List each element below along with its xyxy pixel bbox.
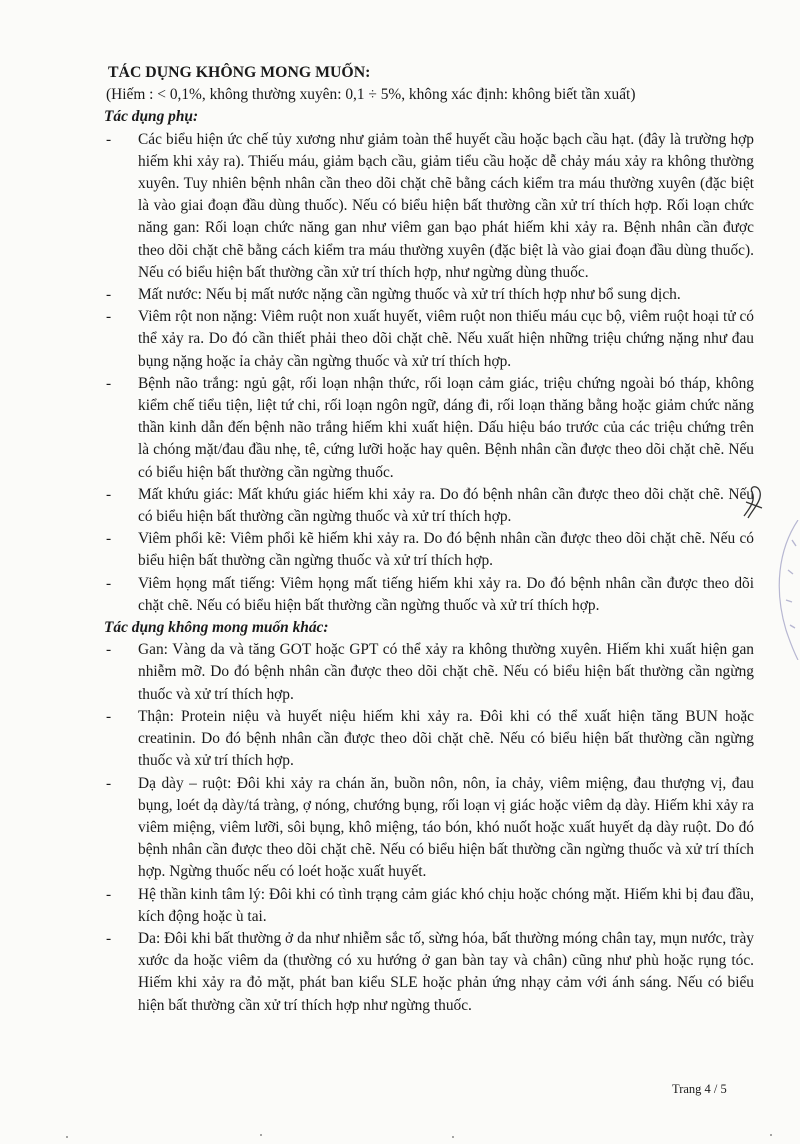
section-title: TÁC DỤNG KHÔNG MONG MUỐN: (108, 64, 371, 81)
list-item: - Viêm họng mất tiếng: Viêm họng mất tiếng hiếm khi xảy ra. Do đó bệnh nhân cần được theo dõi chặt chẽ. Nếu có biểu hiện bất thường cần ngừng thuốc và xử trí thích hợp. (106, 574, 754, 614)
page-number: Trang 4 / 5 (672, 1082, 727, 1096)
list-item: - Viêm phổi kẽ: Viêm phổi kẽ hiếm khi xảy ra. Do đó bệnh nhân cần được theo dõi chặt chẽ. Nếu có biểu hiện bất thường cần ngừng thuốc và xử trí thích hợp. (106, 530, 754, 570)
list-item: - Dạ dày – ruột: Đôi khi xảy ra chán ăn, buồn nôn, nôn, ỉa chảy, viêm miệng, đau thượng vị, đau bụng, loét dạ dày/tá tràng, ợ nóng, chướng bụng, rối loạn vị giác hoặc viêm dạ dày. Hiếm khi xảy ra viêm miệng, viêm lưỡi, sôi bụng, khô miệng, táo bón, khó nuốt hoặc xuất huyết dạ dày ruột. Do đó bệnh nhân cần được theo dõi chặt chẽ. Nếu có biểu hiện bất thường cần ngừng thuốc và xử trí thích hợp. Ngừng thuốc nếu có loét hoặc xuất huyết. (106, 774, 754, 881)
list-item: - Bệnh não trắng: ngủ gật, rối loạn nhận thức, rối loạn cảm giác, triệu chứng ngoài bó tháp, không kiểm chế tiểu tiện, liệt tứ chi, rối loạn ngôn ngữ, dáng đi, rối loạn thăng bằng hoặc giảm chức năng thần kinh dẫn đến bệnh não trắng hiếm khi xuất hiện. Dấu hiệu báo trước của các triệu chứng trên là chóng mặt/đau đầu nhẹ, tê, cứng lưỡi hoặc hay quên. Bệnh nhân cần được theo dõi chặt chẽ. Nếu có biểu hiện bất thường cần ngừng thuốc. (106, 374, 754, 481)
list-item: - Gan: Vàng da và tăng GOT hoặc GPT có thể xảy ra không thường xuyên. Hiếm khi xuất hiện gan nhiễm mỡ. Do đó bệnh nhân cần được theo dõi chặt chẽ. Nếu có biểu hiện bất thường cần ngừng thuốc và xử trí thích hợp. (106, 641, 754, 703)
list-item: - Da: Đôi khi bất thường ở da như nhiễm sắc tố, sừng hóa, bất thường móng chân tay, mụn nước, trày xước da hoặc viêm da (thường có xu hướng ở gan bàn tay và chân) cũng như phù hoặc rụng tóc. Hiếm khi xảy ra đỏ mặt, phát ban kiểu SLE hoặc phản ứng nhạy cảm với ánh sáng. Nếu có biểu hiện bất thường cần xử trí thích hợp như ngừng thuốc. (106, 929, 754, 1014)
scan-speck (770, 1134, 772, 1136)
scan-speck (260, 1134, 262, 1136)
other-effects-heading: Tác dụng không mong muốn khác: (104, 619, 329, 637)
scan-speck (66, 1136, 68, 1138)
document-body (104, 62, 754, 1017)
handwritten-initial (738, 478, 768, 528)
list-item: - Mất khứu giác: Mất khứu giác hiếm khi xảy ra. Do đó bệnh nhân cần được theo dõi chặt chẽ. Nếu có biểu hiện bất thường cần ngừng thuốc và xử trí thích hợp. (106, 485, 754, 526)
list-item: - Viêm rột non nặng: Viêm ruột non xuất huyết, viêm ruột non thiếu máu cục bộ, viêm ruột hoại tử có thể xảy ra. Do đó cần thiết phải theo dõi chặt chẽ. Nếu xuất hiện những triệu chứng nặng như đau bụng nặng hoặc ỉa chảy cần ngừng thuốc và xử trí thích hợp. (106, 308, 754, 370)
side-effects-heading: Tác dụng phụ: (104, 108, 199, 126)
list-item: - Mất nước: Nếu bị mất nước nặng cần ngừng thuốc và xử trí thích hợp như bổ sung dịch. (106, 286, 681, 304)
other-effects-list (104, 639, 754, 1016)
stamp-edge (768, 520, 800, 660)
list-item: - Thận: Protein niệu và huyết niệu hiếm khi xảy ra. Đôi khi có thể xuất hiện tăng BUN hoặc creatinin. Do đó bệnh nhân cần được theo dõi chặt chẽ. Nếu có biểu hiện bất thường cần ngừng thuốc và xử trí thích hợp. (106, 707, 754, 770)
side-effects-list (104, 129, 754, 617)
list-item: - Hệ thần kinh tâm lý: Đôi khi có tình trạng cảm giác khó chịu hoặc chóng mặt. Hiếm khi bị đau đầu, kích động hoặc ù tai. (106, 885, 754, 925)
list-item: - Các biểu hiện ức chế tủy xương như giảm toàn thể huyết cầu hoặc bạch cầu hạt. (đây là trường hợp hiếm khi xảy ra). Thiếu máu, giảm bạch cầu, giảm tiểu cầu hoặc dễ chảy máu xảy ra không thường xuyên. Tuy nhiên bệnh nhân cần theo dõi chặt chẽ bằng cách kiểm tra máu thường xuyên (đặc biệt là vào giai đoạn đầu dùng thuốc). Nếu có biểu hiện bất thường cần xử trí thích hợp. Rối loạn chức năng gan: Rối loạn chức năng gan như viêm gan bạo phát hiếm khi xảy ra. Bệnh nhân cần được theo dõi chặt chẽ bằng cách kiểm tra máu thường xuyên (đặc biệt là vào giai đoạn đầu dùng thuốc). Nếu có biểu hiện bất thường cần xử trí thích hợp, như ngừng dùng thuốc. (106, 130, 754, 281)
frequency-note: (Hiếm : < 0,1%, không thường xuyên: 0,1 ÷ 5%, không xác định: không biết tần xuất) (106, 86, 636, 104)
scan-speck (452, 1136, 454, 1138)
